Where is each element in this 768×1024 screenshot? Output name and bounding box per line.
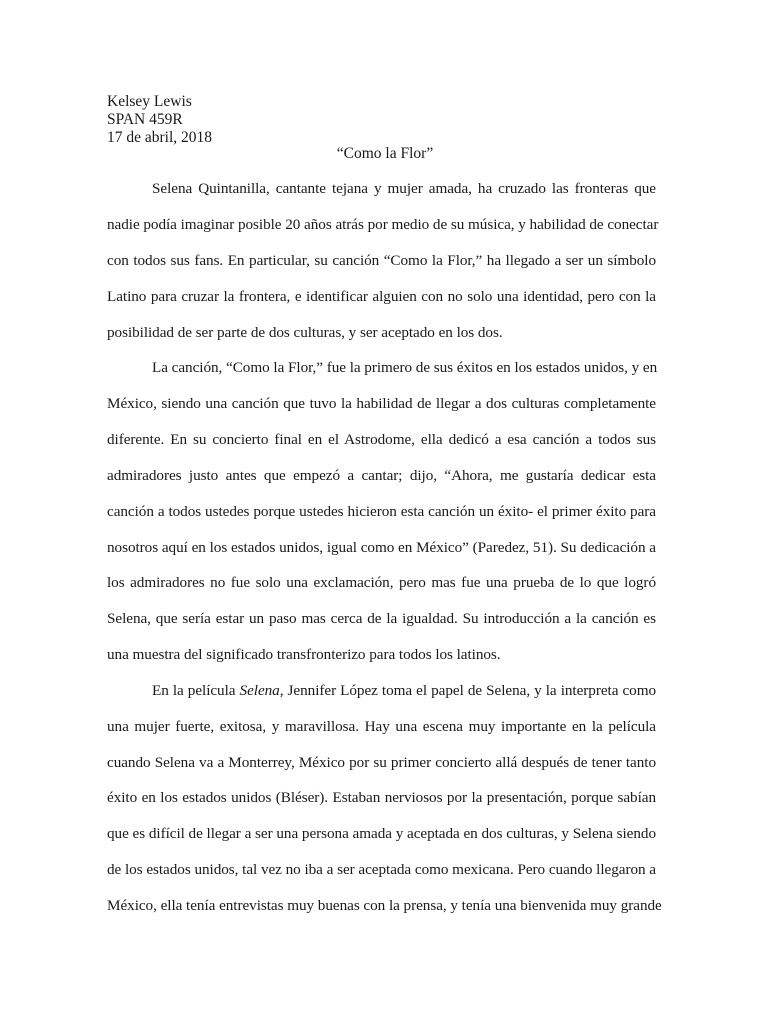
paragraph-3-line-5: que es difícil de llegar a ser una persona amada y aceptada en dos culturas, y Selena siendo [107, 825, 656, 842]
paragraph-1-line-4: Latino para cruzar la frontera, e identificar alguien con no solo una identidad, pero con la [107, 288, 656, 305]
course-code: SPAN 459R [107, 111, 183, 128]
paragraph-1-line-5: posibilidad de ser parte de dos culturas, y ser aceptado en los dos. [107, 324, 503, 341]
paragraph-2-line-9: una muestra del significado transfronterizo para todos los latinos. [107, 646, 501, 663]
paragraph-2-line-2: México, siendo una canción que tuvo la habilidad de llegar a dos culturas completamente [107, 395, 656, 412]
paragraph-3-line-3: cuando Selena va a Monterrey, México por su primer concierto allá después de tener tanto [107, 754, 656, 771]
film-title: Selena [239, 682, 280, 699]
paragraph-3-line-7: México, ella tenía entrevistas muy buenas con la prensa, y tenía una bienvenida muy grande [107, 897, 662, 914]
author-name: Kelsey Lewis [107, 93, 192, 110]
paragraph-3-line-6: de los estados unidos, tal vez no iba a ser aceptada como mexicana. Pero cuando llegaron a [107, 861, 656, 878]
paragraph-2-line-3: diferente. En su concierto final en el Astrodome, ella dedicó a esa canción a todos sus [107, 431, 656, 448]
paragraph-1-line-2: nadie podía imaginar posible 20 años atrás por medio de su música, y habilidad de conectar [107, 216, 659, 233]
paragraph-3-line-1: En la película Selena, Jennifer López toma el papel de Selena, y la interpreta como [152, 682, 657, 699]
paragraph-2-line-1: La canción, “Como la Flor,” fue la primero de sus éxitos en los estados unidos, y en [152, 359, 658, 376]
paragraph-2-line-6: nosotros aquí en los estados unidos, igual como en México” (Paredez, 51). Su dedicación a [107, 539, 656, 556]
paragraph-3-line-2: una mujer fuerte, exitosa, y maravillosa. Hay una escena muy importante en la película [107, 718, 656, 735]
document-title [0, 145, 768, 163]
paragraph-1-line-1: Selena Quintanilla, cantante tejana y mujer amada, ha cruzado las fronteras que [152, 180, 656, 197]
document-title-text: “Como la Flor” [336, 145, 434, 162]
paragraph-2-line-5: canción a todos ustedes porque ustedes hicieron esta canción un éxito- el primer éxito para [107, 503, 656, 520]
paragraph-1-line-3: con todos sus fans. En particular, su canción “Como la Flor,” ha llegado a ser un símbolo [107, 252, 656, 269]
paragraph-3-line-4: éxito en los estados unidos (Bléser). Estaban nerviosos por la presentación, porque sabían [107, 789, 656, 806]
paragraph-2-line-7: los admiradores no fue solo una exclamación, pero mas fue una prueba de lo que logró [107, 574, 656, 591]
document-date: 17 de abril, 2018 [107, 129, 213, 146]
paragraph-2-line-4: admiradores justo antes que empezó a cantar; dijo, “Ahora, me gustaría dedicar esta [107, 467, 656, 484]
paragraph-2-line-8: Selena, que sería estar un paso mas cerca de la igualdad. Su introducción a la canción es [107, 610, 656, 627]
